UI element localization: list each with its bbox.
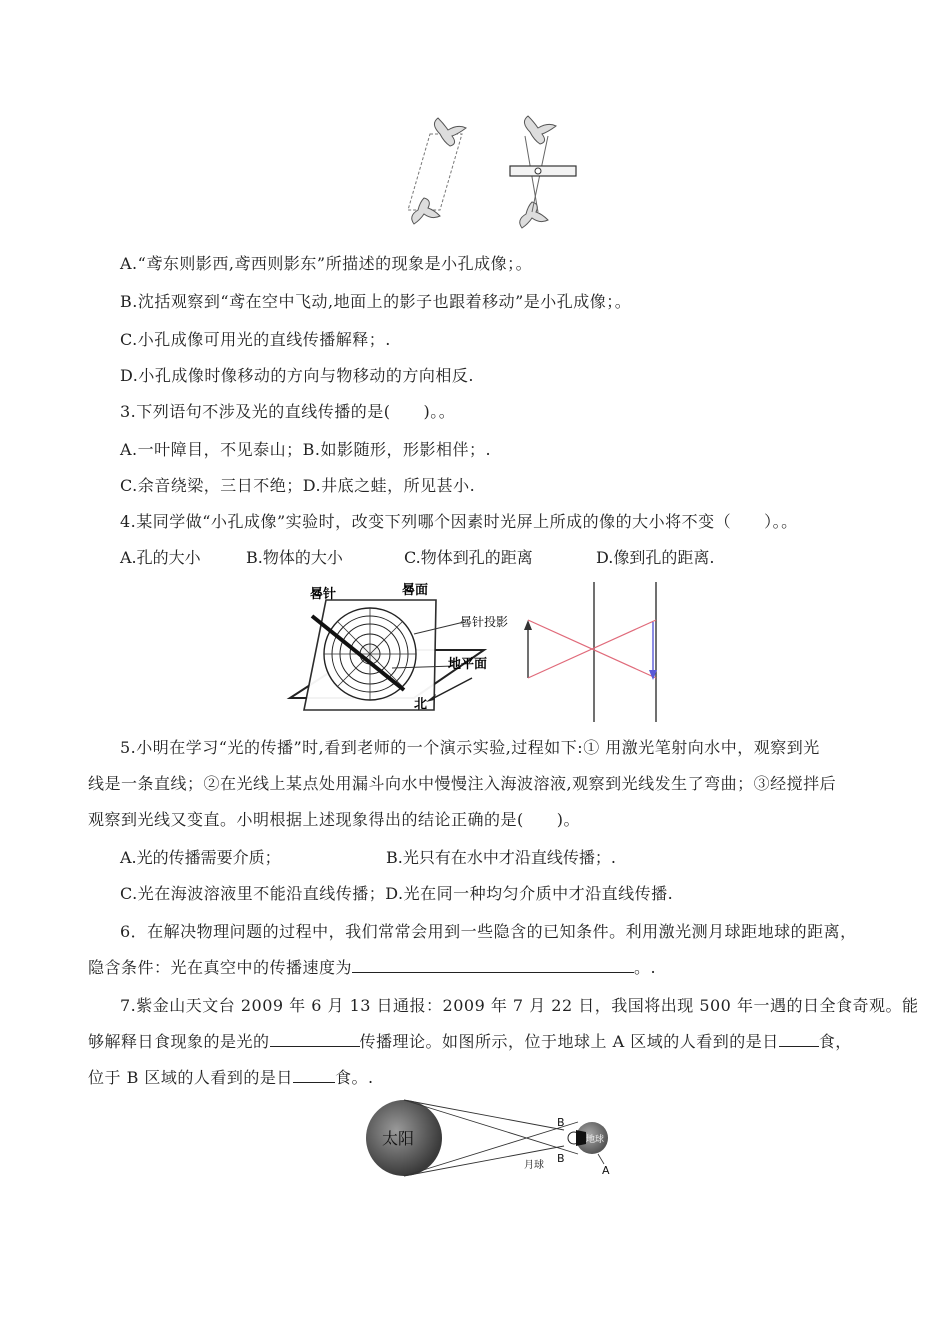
q7-line2-b: 传播理论。如图所示，位于地球上 A 区域的人看到的是日 [359, 1032, 779, 1051]
q7-answer-blank-2[interactable] [779, 1032, 819, 1047]
bird-icon [412, 118, 466, 224]
q4-option-b: B.物体的大小 [246, 548, 343, 567]
label-b-top: B [557, 1116, 565, 1129]
label-a: A [602, 1164, 610, 1177]
q7-line2-a: 够解释日食现象的是光的 [88, 1032, 270, 1051]
q5-line1: 5.小明在学习“光的传播”时,看到老师的一个演示实验,过程如下:① 用激光笔射向水中，观察到光 [120, 738, 820, 757]
sundial-figure [284, 582, 520, 722]
pinhole-ray-diagram [520, 582, 670, 724]
q7-line3-a: 位于 B 区域的人看到的是日 [88, 1068, 293, 1087]
label-moon: 月球 [524, 1160, 544, 1171]
q7-line3-b: 食。. [334, 1068, 374, 1087]
q2-option-a: A.“鸢东则影西,鸢西则影东”所描述的现象是小孔成像；。 [120, 254, 533, 273]
q6-line2-prefix: 隐含条件：光在真空中的传播速度为 [88, 958, 353, 977]
solar-eclipse-figure [364, 1092, 624, 1184]
q6-line1: 6．在解决物理问题的过程中，我们常常会用到一些隐含的已知条件。利用激光测月球距地球的距离， [120, 922, 857, 941]
label-dial-face: 晷面 [402, 583, 429, 598]
q5-line3: 观察到光线又变直。小明根据上述现象得出的结论正确的是( )。 [88, 810, 580, 829]
q7-line1: 7.紫金山天文台 2009 年 6 月 13 日通报：2009 年 7 月 22 日，我国将出现 500 年一遇的日全食奇观。能 [120, 996, 919, 1015]
q7-answer-blank-1[interactable] [270, 1032, 360, 1047]
q2-option-b: B.沈括观察到“鸢在空中飞动,地面上的影子也跟着移动”是小孔成像；。 [120, 292, 632, 311]
q2-option-d: D.小孔成像时像移动的方向与物移动的方向相反. [120, 366, 474, 385]
pinhole-board [510, 166, 576, 176]
label-earth: 地球 [586, 1135, 605, 1145]
q5-line2: 线是一条直线；②在光线上某点处用漏斗向水中慢慢注入海波溶液,观察到光线发生了弯曲；③经搅拌后 [88, 774, 837, 793]
pinhole-kite-figure [400, 112, 590, 232]
q3-options-ab: A.一叶障目，不见泰山；B.如影随形，形影相伴；. [120, 440, 492, 459]
label-b-bottom: B [557, 1152, 565, 1165]
label-ground: 地平面 [448, 657, 488, 672]
q6-answer-blank[interactable] [352, 958, 634, 973]
q3-options-cd: C.余音绕梁，三日不绝；D.井底之蛙，所见甚小. [120, 476, 476, 495]
label-gnomon: 晷针 [310, 587, 337, 602]
q5-option-a: A.光的传播需要介质； [120, 848, 281, 867]
q4-option-a: A.孔的大小 [120, 548, 201, 567]
q4-option-c: C.物体到孔的距离 [404, 548, 533, 567]
q6-line2-suffix: 。. [634, 958, 657, 977]
q5-option-b: B.光只有在水中才沿直线传播；. [386, 848, 616, 867]
label-sun: 太阳 [382, 1129, 415, 1148]
q2-option-c: C.小孔成像可用光的直线传播解释；. [120, 330, 391, 349]
q7-answer-blank-3[interactable] [293, 1068, 335, 1083]
q7-line2-c: 食， [818, 1032, 852, 1051]
q5-options-cd: C.光在海波溶液里不能沿直线传播；D.光在同一种均匀介质中才沿直线传播. [120, 884, 674, 903]
label-north: 北 [414, 697, 428, 712]
q6-line2 [88, 958, 656, 978]
q4-option-d: D.像到孔的距离. [596, 548, 715, 567]
q7-line3 [88, 1068, 374, 1088]
q7-line2 [88, 1032, 852, 1052]
label-gnomon-shadow: 晷针投影 [460, 615, 509, 629]
q4-stem: 4.某同学做“小孔成像”实验时，改变下列哪个因素时光屏上所成的像的大小将不变（ ）。。 [120, 512, 798, 531]
q3-stem: 3.下列语句不涉及光的直线传播的是( )。。 [120, 402, 456, 421]
